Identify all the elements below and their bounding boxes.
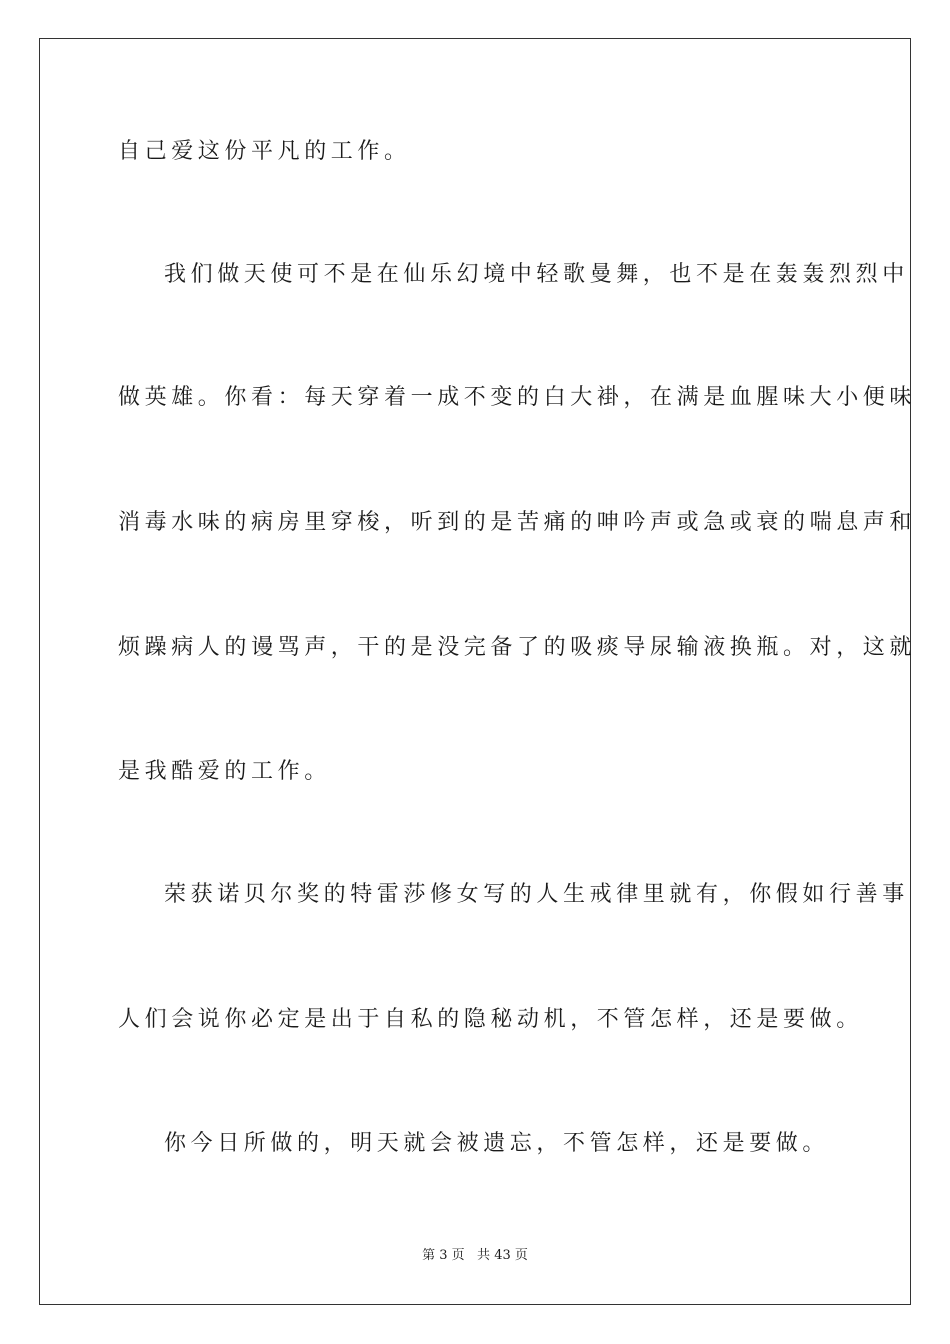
text-line: 烦躁病人的谩骂声，干的是没完备了的吸痰导尿输液换瓶。对，这就: [118, 635, 917, 660]
text-line: 自己爱这份平凡的工作。: [118, 139, 411, 164]
paragraph-start-line: 我们做天使可不是在仙乐幻境中轻歌曼舞，也不是在轰轰烈烈中: [164, 262, 909, 287]
text-line: 做英雄。你看：每天穿着一成不变的白大褂，在满是血腥味大小便味: [118, 385, 917, 410]
paragraph-start-line: 荣获诺贝尔奖的特雷莎修女写的人生戒律里就有，你假如行善事: [164, 882, 909, 907]
text-line: 是我酷爱的工作。: [118, 759, 331, 784]
text-line: 人们会说你必定是出于自私的隐秘动机，不管怎样，还是要做。: [118, 1007, 863, 1032]
page-border: [39, 38, 917, 1305]
text-line: 消毒水味的病房里穿梭，听到的是苦痛的呻吟声或急或衰的喘息声和: [118, 510, 917, 535]
page-number-footer: 第 3 页 共 43 页: [422, 1248, 528, 1263]
paragraph-start-line: 你今日所做的，明天就会被遗忘，不管怎样，还是要做。: [164, 1131, 830, 1156]
